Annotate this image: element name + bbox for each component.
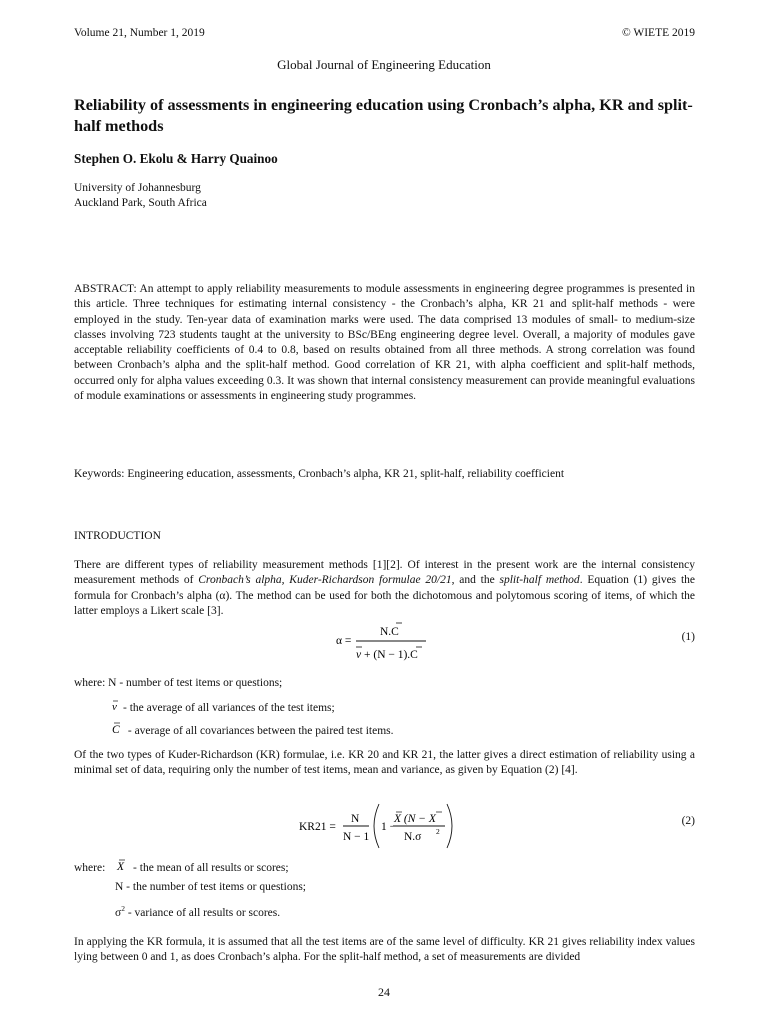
eq1-numerator: N.C — [380, 626, 399, 638]
intro-paragraph-2: Of the two types of Kuder-Richardson (KR) formulae, i.e. KR 20 and KR 21, the latter gives a direct estimation of reliability using a minimal set of data, requiring only the number of test items, mean and variance, as given by Equation (2) [4]. — [74, 749, 695, 777]
where-2-n: N - the number of test items or questions; — [115, 881, 306, 893]
where-1-lead: where: N - number of test items or questions; — [74, 677, 283, 689]
equation-1-number: (1) — [681, 631, 695, 643]
eq2-squared: 2 — [436, 827, 440, 836]
authors: Stephen O. Ekolu & Harry Quainoo — [74, 151, 278, 166]
svg-text:ν: ν — [112, 701, 117, 713]
affiliation-line-2: Auckland Park, South Africa — [74, 197, 207, 209]
equation-2-number: (2) — [681, 815, 695, 827]
eq2-frac2-num: X (N − X — [394, 813, 436, 825]
where-2-sigma — [115, 904, 280, 919]
section-heading-introduction: INTRODUCTION — [74, 530, 161, 542]
intro-p1-text-b: , and the — [451, 574, 500, 587]
eq2-lhs: KR21 = — [299, 821, 336, 833]
where-1-v-text: - the average of all variances of the test items; — [123, 702, 335, 714]
affiliation — [74, 181, 207, 211]
eq1-den-rest: + (N − 1).C — [364, 649, 418, 661]
where-2-sigma-text: - variance of all results or scores. — [124, 906, 281, 919]
svg-text:X: X — [117, 861, 125, 873]
c-bar-symbol — [111, 721, 125, 736]
keywords: Keywords: Engineering education, assessments, Cronbach’s alpha, KR 21, split-half, reliability coefficient — [74, 468, 565, 480]
where-2-x — [74, 858, 289, 874]
sigma-symbol: σ — [115, 906, 122, 919]
page-number: 24 — [378, 985, 390, 999]
eq1-den-v: ν — [356, 649, 362, 661]
intro-p1-text-a: There are different types of reliability measurement methods [1][2]. Of interest in the present work are the internal consistency measurement methods of — [74, 559, 695, 587]
intro-p1-italic-2: split-half method — [499, 574, 580, 587]
eq2-right-paren — [447, 804, 452, 848]
sigma-squared: 2 — [121, 904, 125, 913]
abstract: ABSTRACT: An attempt to apply reliability measurements to module assessments in engineering degree programmes is presented in this article. Three techniques for estimating internal consistency - the Cronbach’s alpha, KR 21 and split-half methods - were employed in the study. Ten-year data of examination marks were used. The data comprised 13 modules of small- to medium-size classes involving 723 students taught at the university to BSc/BEng engineering degree level. Overall, a majority of modules gave acceptable reliability coefficients of 0.4 to 0.8, based on results obtained from all three methods. A strong correlation was found between Cronbach’s alpha and the split-half method. Good correlation of KR 21, with alpha coefficient and split-half methods, occurred only for alpha values exceeding 0.3. It was shown that internal consistency measurement can provide meaningful evaluations of module examinations or assessments in engineering study programmes. — [74, 283, 695, 403]
x-bar-symbol — [116, 858, 130, 873]
where-2-lead: where: — [74, 862, 106, 874]
svg-text:C: C — [112, 724, 120, 736]
where-1-c — [111, 721, 394, 737]
equation-1 — [330, 618, 440, 666]
where-1-c-text: - average of all covariances between the paired test items. — [125, 725, 394, 737]
where-1-v — [111, 699, 335, 714]
affiliation-line-1: University of Johannesburg — [74, 182, 201, 194]
intro-paragraph-1 — [74, 558, 695, 619]
copyright: © WIETE 2019 — [621, 27, 695, 39]
eq2-one-minus: 1 − — [381, 821, 397, 833]
eq1-lhs: α = — [336, 635, 352, 647]
paper-title: Reliability of assessments in engineering education using Cronbach’s alpha, KR and split-half methods — [74, 96, 693, 135]
equation-2 — [295, 800, 460, 852]
intro-p1-text-c: . Equation (1) gives the formula for Cronbach’s alpha (α). The method can be used for both the dichotomous and polytomous scoring of items, of which the latter employs a Likert scale [3]. — [74, 574, 695, 617]
volume-info: Volume 21, Number 1, 2019 — [74, 27, 205, 39]
journal-name: Global Journal of Engineering Education — [277, 57, 491, 72]
v-bar-symbol — [111, 699, 123, 713]
where-2-x-text: - the mean of all results or scores; — [130, 862, 289, 874]
intro-paragraph-3: In applying the KR formula, it is assumed that all the test items are of the same level of difficulty. KR 21 gives reliability index values lying between 0 and 1, as does Cronbach’s alpha. For the split-half method, a set of measurements are divided — [74, 936, 695, 964]
eq2-frac1-num: N — [351, 813, 360, 825]
eq2-frac2-den: N.σ — [404, 831, 422, 843]
eq2-frac1-den: N − 1 — [343, 831, 370, 843]
intro-p1-italic-1: Cronbach’s alpha, Kuder-Richardson formulae 20/21 — [198, 574, 452, 587]
eq2-left-paren — [374, 804, 379, 848]
